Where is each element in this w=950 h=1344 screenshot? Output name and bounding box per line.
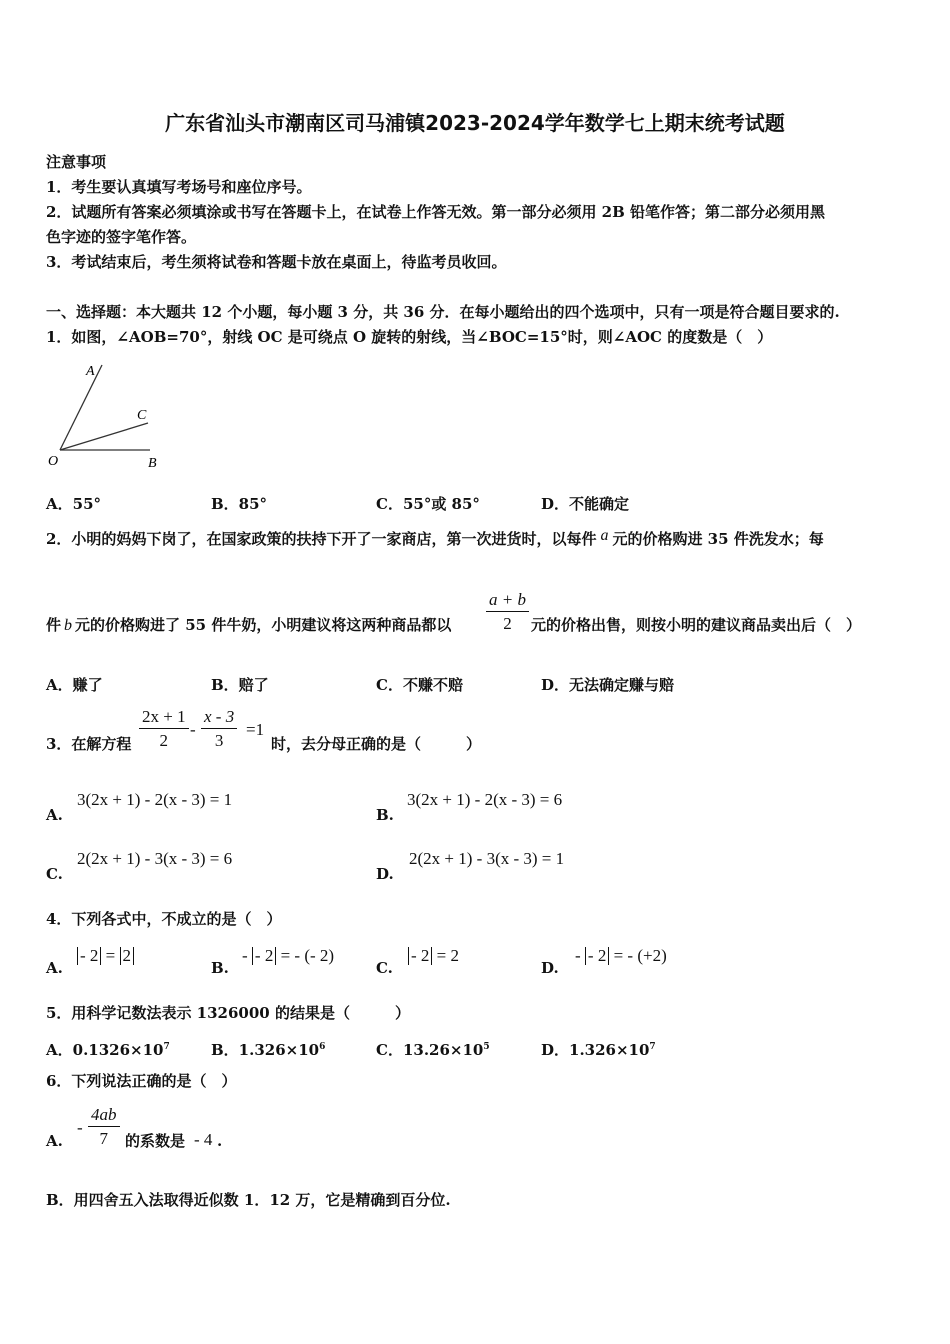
q3-minus: -: [190, 720, 196, 739]
notice-heading: 注意事项: [46, 153, 107, 171]
q6-option-b: B．用四舍五入法取得近似数 1．12 万，它是精确到百分位.: [46, 1191, 451, 1209]
q4-label-b: B.: [211, 959, 229, 977]
question-2-stem: 2．小明的妈妈下岗了，在国家政策的扶持下开了一家商店，第一次进货时，以每件 a 元的价格购进 35 件洗发水；每: [46, 527, 824, 548]
label-a: A: [86, 364, 95, 379]
notice-item: 2．试题所有答案必须填涂或书写在答题卡上，在试卷上作答无效。第一部分必须用 2B 铅笔作答；第二部分必须用黑: [46, 203, 826, 221]
q2-option-b: B．赔了: [211, 676, 269, 694]
notice-item: 1．考生要认真填写考场号和座位序号。: [46, 178, 312, 196]
q3-label-d: D.: [376, 865, 394, 883]
label-c: C: [137, 408, 147, 423]
q4-option-d: - - 2 = - (+2): [575, 946, 667, 965]
label-o: O: [48, 454, 59, 469]
q3-option-c: 2(2x + 1) - 3(x - 3) = 6: [77, 849, 233, 868]
q4-label-c: C.: [376, 959, 393, 977]
question-3-stem-b: 时，去分母正确的是（ ）: [271, 735, 482, 753]
question-6-stem: 6．下列说法正确的是（ ）: [46, 1072, 237, 1090]
q1-option-d: D．不能确定: [541, 495, 630, 513]
angle-figure: [40, 355, 170, 475]
var-b: b: [64, 617, 73, 634]
q6-fraction: $\frac{4ab}{7}$: [88, 1104, 120, 1151]
q3-fraction-2: $\frac{x - 3}{3}$: [201, 706, 237, 753]
label-b: B: [148, 456, 157, 471]
q6-option-a-value: - 4: [194, 1130, 213, 1149]
var-a: a: [600, 527, 609, 544]
section-heading: 一、选择题：本大题共 12 个小题，每小题 3 分，共 36 分．在每小题给出的四个选项中，只有一项是符合题目要求的.: [46, 303, 840, 321]
q3-fraction-1: $\frac{2x + 1}{2}$: [139, 706, 189, 753]
q4-label-d: D.: [541, 959, 559, 977]
q1-option-c: C．55°或 85°: [376, 495, 480, 513]
q3-option-d: 2(2x + 1) - 3(x - 3) = 1: [409, 849, 565, 868]
q2-fraction: $\frac{a + b}{2}$: [486, 589, 529, 636]
q6-label-a: A.: [46, 1132, 63, 1150]
question-5-stem: 5．用科学记数法表示 1326000 的结果是（ ）: [46, 1004, 410, 1022]
q4-option-c: - 2 = 2: [408, 946, 459, 966]
q5-option-a: A．$0.1326\times 10^7$: [46, 1041, 170, 1059]
q1-option-b: B．85°: [211, 495, 268, 513]
q1-option-a: A．55°: [46, 495, 102, 513]
q5-option-c: C．$13.26\times 10^5$: [376, 1041, 490, 1059]
q2-option-d: D．无法确定赚与赔: [541, 676, 675, 694]
q2-option-c: C．不赚不赔: [376, 676, 463, 694]
question-2-stem-end: 元的价格出售，则按小明的建议商品卖出后（ ）: [531, 616, 862, 634]
question-1-stem: 1．如图，∠AOB=70°，射线 OC 是可绕点 O 旋转的射线，当∠BOC=15°时，则∠AOC 的度数是（ ）: [46, 328, 773, 346]
q5-option-b: B．$1.326\times 10^6$: [211, 1041, 326, 1059]
ray-oc: [60, 423, 148, 450]
q2-option-a: A．赚了: [46, 676, 103, 694]
q6-option-a-end: .: [217, 1132, 223, 1150]
q3-label-c: C.: [46, 865, 63, 883]
question-4-stem: 4．下列各式中，不成立的是（ ）: [46, 910, 282, 928]
notice-item: 色字迹的签字笔作答。: [46, 228, 197, 246]
q3-label-a: A.: [46, 806, 63, 824]
q6-option-a-text: 的系数是: [125, 1132, 186, 1150]
notice-item: 3．考试结束后，考生须将试卷和答题卡放在桌面上，待监考员收回。: [46, 253, 507, 271]
q3-option-b: 3(2x + 1) - 2(x - 3) = 6: [407, 790, 563, 809]
question-3-stem-a: 3．在解方程: [46, 735, 132, 753]
q6-minus: -: [77, 1118, 83, 1137]
q4-option-a: - 2 = 2: [77, 946, 134, 966]
ray-oa: [60, 365, 102, 450]
q4-option-b: - - 2 = - (- 2): [242, 946, 335, 965]
q5-option-d: D．$1.326\times 10^7$: [541, 1041, 656, 1059]
q3-option-a: 3(2x + 1) - 2(x - 3) = 1: [77, 790, 233, 809]
q4-label-a: A.: [46, 959, 63, 977]
q3-equals-one: =1: [246, 720, 265, 739]
q3-label-b: B.: [376, 806, 394, 824]
question-2-stem-cont: 件 b 元的价格购进了 55 件牛奶，小明建议将这两种商品都以: [46, 616, 452, 634]
page-title: 广东省汕头市潮南区司马浦镇2023-2024学年数学七上期末统考试题: [165, 111, 785, 135]
